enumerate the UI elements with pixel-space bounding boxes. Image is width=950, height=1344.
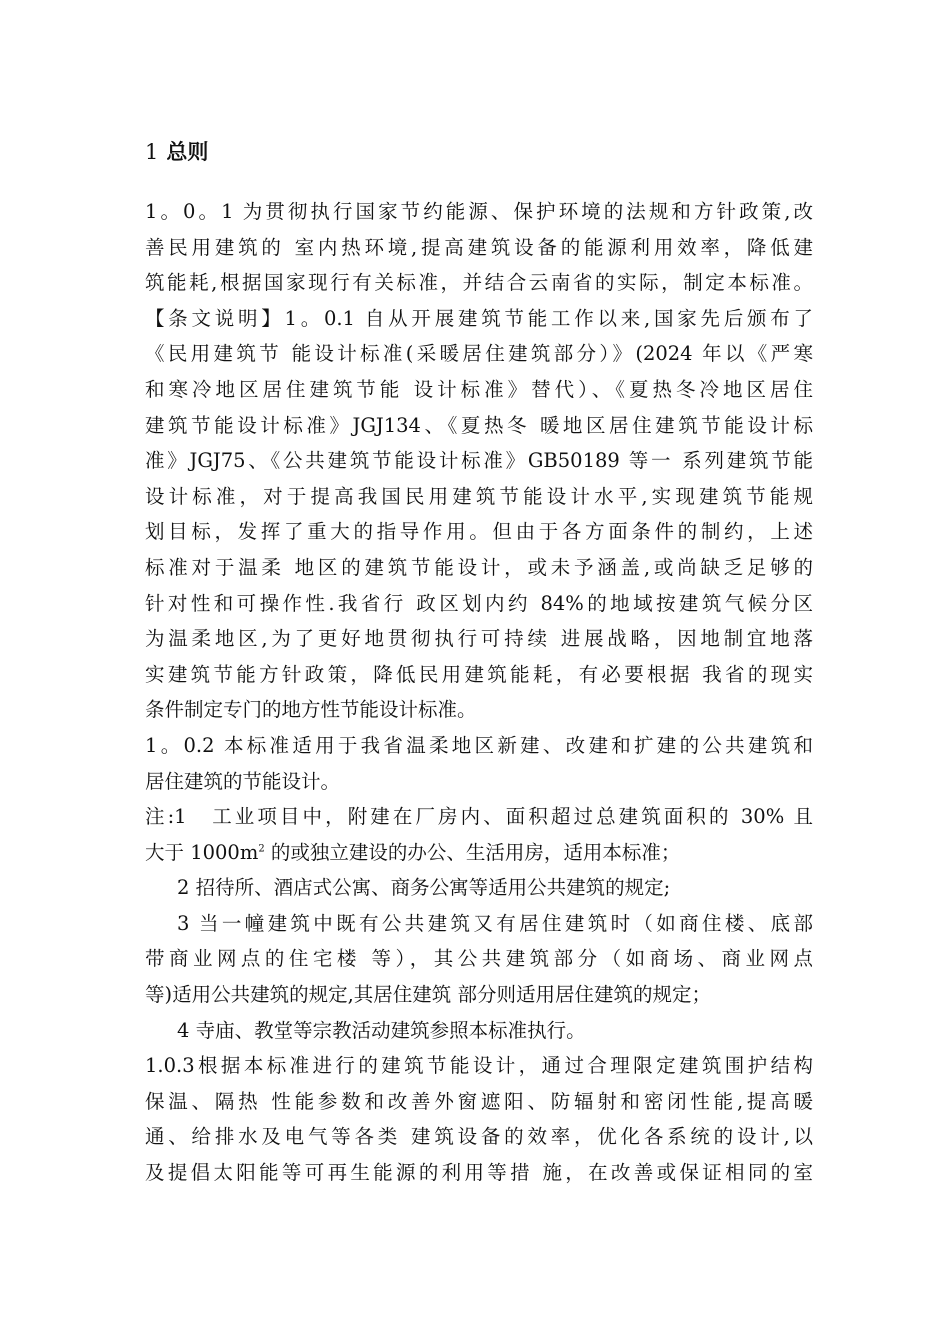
text-line: 居住建筑的节能设计。 bbox=[145, 769, 341, 793]
text-line: 1。0.2 本标准适用于我省温柔地区新建、改建和扩建的公共建筑和 bbox=[145, 733, 813, 757]
text-line: 《民用建筑节 能设计标准(采暖居住建筑部分）》(2024 年以《严寒 bbox=[145, 342, 813, 366]
note-text-end: 的或独立建设的办公、生活用房，适用本标准； bbox=[270, 840, 681, 864]
text-line: 【条文说明】1。0.1 自从开展建筑节能工作以来,国家先后颁布了 bbox=[145, 306, 813, 330]
body-text bbox=[145, 194, 813, 1191]
text-line: 建筑节能设计标准》JGJ134、《夏热冬 暖地区居住建筑节能设计标 bbox=[145, 413, 813, 437]
note-item: 3 当一幢建筑中既有公共建筑又有居住建筑时（如商住楼、底部 bbox=[177, 911, 813, 935]
text-line: 保温、隔热 性能参数和改善外窗遮阳、防辐射和密闭性能,提高暖 bbox=[145, 1089, 813, 1113]
note-item: 2 招待所、酒店式公寓、商务公寓等适用公共建筑的规定; bbox=[177, 876, 671, 900]
note-line bbox=[145, 835, 813, 871]
text-line: 实建筑节能方针政策，降低民用建筑能耗，有必要根据 我省的现实 bbox=[145, 662, 813, 686]
section-heading bbox=[145, 136, 208, 168]
section-number: 1 bbox=[145, 140, 159, 164]
section-title: 总则 bbox=[166, 140, 209, 164]
note-item: 4 寺庙、教堂等宗教活动建筑参照本标准执行。 bbox=[177, 1018, 586, 1042]
superscript: 2 bbox=[258, 843, 265, 855]
text-line: 通、给排水及电气等各类 建筑设备的效率，优化各系统的设计,以 bbox=[145, 1125, 813, 1149]
text-line: 善民用建筑的 室内热环境,提高建筑设备的能源利用效率，降低建 bbox=[145, 235, 813, 259]
text-line: 条件制定专门的地方性节能设计标准。 bbox=[145, 698, 477, 722]
text-line: 标准对于温柔 地区的建筑节能设计，或未予涵盖,或尚缺乏足够的 bbox=[145, 555, 813, 579]
note-line: 注:1 工业项目中，附建在厂房内、面积超过总建筑面积的 30% 且 bbox=[145, 805, 813, 829]
note-line: 带商业网点的住宅楼 等），其公共建筑部分（如商场、商业网点 bbox=[145, 947, 813, 971]
note-line: 等)适用公共建筑的规定,其居住建筑 部分则适用居住建筑的规定； bbox=[145, 983, 712, 1007]
note-text-start: 大于 1000m bbox=[145, 840, 259, 864]
text-line: 针对性和可操作性.我省行 政区划内约 84%的地域按建筑气候分区 bbox=[145, 591, 813, 615]
text-line: 1。0。1 为贯彻执行国家节约能源、保护环境的法规和方针政策,改 bbox=[145, 200, 813, 223]
text-line: 准》JGJ75、《公共建筑节能设计标准》GB50189 等一 系列建筑节能 bbox=[145, 449, 813, 473]
text-line: 筑能耗,根据国家现行有关标准，并结合云南省的实际，制定本标准。 bbox=[145, 271, 813, 295]
text-line: 划目标，发挥了重大的指导作用。但由于各方面条件的制约，上述 bbox=[145, 520, 813, 544]
text-line: 及提倡太阳能等可再生能源的利用等措 施，在改善或保证相同的室 bbox=[145, 1161, 813, 1185]
text-line: 设计标准，对于提高我国民用建筑节能设计水平,实现建筑节能规 bbox=[145, 484, 813, 508]
text-line: 和寒冷地区居住建筑节能 设计标准》替代）、《夏热冬冷地区居住 bbox=[145, 377, 813, 401]
text-line: 1.0.3根据本标准进行的建筑节能设计，通过合理限定建筑围护结构 bbox=[145, 1054, 813, 1078]
text-line: 为温柔地区,为了更好地贯彻执行可持续 进展战略，因地制宜地落 bbox=[145, 627, 813, 651]
